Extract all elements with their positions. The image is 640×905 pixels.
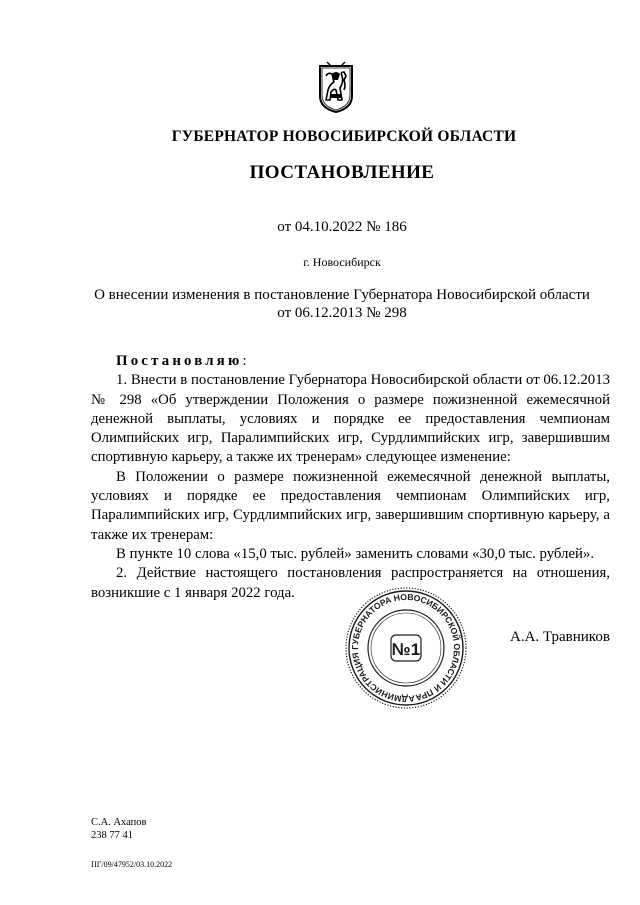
executor-info <box>91 816 147 842</box>
signatory-name: А.А. Травников <box>510 629 610 645</box>
stamp-center-number: №1 <box>391 640 421 659</box>
paragraph-3: В пункте 10 слова «15,0 тыс. рублей» заменить словами «30,0 тыс. рублей». <box>116 545 595 562</box>
date-number-line: от 04.10.2022 № 186 <box>277 219 407 235</box>
executor-name: С.А. Ахапов <box>91 817 147 828</box>
executor-phone: 238 77 41 <box>91 830 133 841</box>
city-line: г. Новосибирск <box>303 255 381 269</box>
paragraph-4: 2. Действие настоящего постановления распространяется на отношения, возникшие с 1 января 2022 года. <box>91 565 610 601</box>
authority-title: ГУБЕРНАТОР НОВОСИБИРСКОЙ ОБЛАСТИ <box>171 128 517 145</box>
paragraph-2: В Положении о размере пожизненной ежемесячной денежной выплаты, условиях и порядке ее предоставления чемпионам Олимпийских игр, Паралимпийских игр, Сурдлимпийских игр, завершившим спортивную карьеру, а также их тренерам: <box>91 468 610 543</box>
subject-line-2: от 06.12.2013 № 298 <box>277 305 407 321</box>
subject-line-1: О внесении изменения в постановление Губернатора Новосибирской области <box>94 287 590 303</box>
subject-heading <box>22 286 640 322</box>
body-text <box>91 352 610 603</box>
stamp-ring-text: АДМИНИСТРАЦИЯ ГУБЕРНАТОРА НОВОСИБИРСКОЙ ОБЛАСТИ И ПРАВИТЕЛЬСТВА <box>349 591 463 705</box>
decree-colon: : <box>242 353 247 369</box>
document-type-title: ПОСТАНОВЛЕНИЕ <box>249 162 435 183</box>
decree-word: Постановляю <box>116 353 243 369</box>
decree-word-line <box>91 352 610 371</box>
official-stamp <box>343 585 469 711</box>
paragraph-1: 1. Внести в постановление Губернатора Новосибирской области от 06.12.2013 № 298 «Об утверждении Положения о размере пожизненной ежемесячной денежной выплаты, условиях и порядке ее предоставления чемпионам Олимпийских игр, Паралимпийских игр, Сурдлимпийских игр, завершившим спортивную карьеру, а также их тренерам» следующее изменение: <box>91 372 610 466</box>
document-id: ПГ/09/47952/03.10.2022 <box>91 860 173 869</box>
coat-of-arms-icon <box>316 60 356 114</box>
